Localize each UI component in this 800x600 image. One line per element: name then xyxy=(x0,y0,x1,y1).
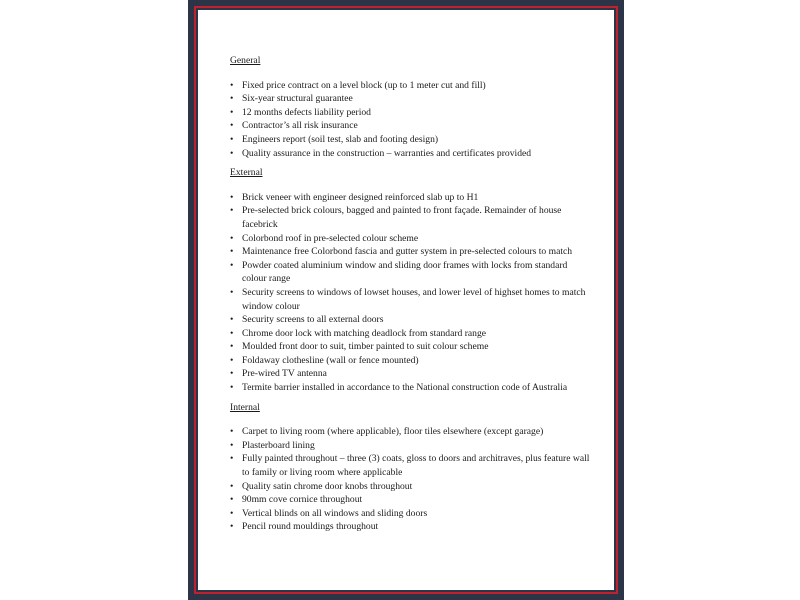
list-item xyxy=(230,232,590,246)
list-item xyxy=(230,425,590,439)
bullet-icon: • xyxy=(230,120,234,132)
list-item-text: Fully painted throughout – three (3) coats, gloss to doors and architraves, plus feature wall to family or living room where applicable xyxy=(242,453,590,479)
document-page xyxy=(198,10,614,590)
list-item xyxy=(230,313,590,327)
list-item xyxy=(230,119,590,133)
bullet-icon: • xyxy=(230,426,234,438)
list-item-text: Carpet to living room (where applicable), floor tiles elsewhere (except garage) xyxy=(242,426,544,438)
list-item-text: Vertical blinds on all windows and sliding doors xyxy=(242,507,428,519)
bullet-icon: • xyxy=(230,354,234,366)
list-item-text: Pre-wired TV antenna xyxy=(242,368,327,380)
section-list-internal xyxy=(230,425,590,534)
list-item-text: Foldaway clothesline (wall or fence mounted) xyxy=(242,354,419,366)
list-item-text: 12 months defects liability period xyxy=(242,106,371,118)
list-item-text: Security screens to windows of lowset houses, and lower level of highset homes to match window colour xyxy=(242,286,586,312)
list-item-text: Quality assurance in the construction – warranties and certificates provided xyxy=(242,147,532,159)
section-heading-general: General xyxy=(230,55,261,66)
list-item-text: Maintenance free Colorbond fascia and gutter system in pre-selected colours to match xyxy=(242,246,573,258)
bullet-icon: • xyxy=(230,439,234,451)
bullet-icon: • xyxy=(230,79,234,91)
list-item xyxy=(230,327,590,341)
section-heading-internal: Internal xyxy=(230,401,260,413)
bullet-icon: • xyxy=(230,93,234,105)
bullet-icon: • xyxy=(230,205,234,217)
list-item-text: Powder coated aluminium window and sliding door frames with locks from standard colour range xyxy=(242,259,568,285)
list-item xyxy=(230,259,590,286)
bullet-icon: • xyxy=(230,106,234,118)
bullet-icon: • xyxy=(230,327,234,339)
list-item xyxy=(230,92,590,106)
section-list-external xyxy=(230,191,590,395)
list-item-text: Pre-selected brick colours, bagged and painted to front façade. Remainder of house facebrick xyxy=(242,205,562,230)
list-item xyxy=(230,147,590,161)
list-item xyxy=(230,340,590,354)
bullet-icon: • xyxy=(230,133,234,145)
list-item-text: Quality satin chrome door knobs throughout xyxy=(242,480,413,492)
bullet-icon: • xyxy=(230,246,234,258)
section-list-general xyxy=(230,79,590,161)
list-item-text: Brick veneer with engineer designed reinforced slab up to H1 xyxy=(242,191,479,203)
list-item-text: Six-year structural guarantee xyxy=(242,93,353,105)
list-item xyxy=(230,79,590,93)
inclusions-list xyxy=(230,54,590,540)
list-item-text: Moulded front door to suit, timber painted to suit colour scheme xyxy=(242,341,489,353)
bullet-icon: • xyxy=(230,453,234,465)
list-item xyxy=(230,133,590,147)
bullet-icon: • xyxy=(230,147,234,159)
bullet-icon: • xyxy=(230,368,234,380)
bullet-icon: • xyxy=(230,259,234,271)
bullet-icon: • xyxy=(230,341,234,353)
list-item-text: Engineers report (soil test, slab and footing design) xyxy=(242,133,439,145)
list-item-text: Termite barrier installed in accordance to the National construction code of Australia xyxy=(242,382,568,394)
bullet-icon: • xyxy=(230,480,234,492)
list-item xyxy=(230,452,590,479)
bullet-icon: • xyxy=(230,232,234,244)
list-item xyxy=(230,367,590,381)
list-item xyxy=(230,520,590,534)
list-item xyxy=(230,245,590,259)
list-item xyxy=(230,493,590,507)
list-item xyxy=(230,381,590,395)
list-item xyxy=(230,286,590,313)
bullet-icon: • xyxy=(230,191,234,203)
bullet-icon: • xyxy=(230,314,234,326)
list-item-text: Chrome door lock with matching deadlock from standard range xyxy=(242,327,487,339)
section-heading-external: External xyxy=(230,167,263,179)
list-item-text: 90mm cove cornice throughout xyxy=(242,494,363,506)
list-item xyxy=(230,439,590,453)
list-item-text: Colorbond roof in pre-selected colour scheme xyxy=(242,232,419,244)
list-item-text: Plasterboard lining xyxy=(242,439,315,451)
list-item xyxy=(230,191,590,205)
bullet-icon: • xyxy=(230,507,234,519)
list-item-text: Contractor’s all risk insurance xyxy=(242,120,358,132)
list-item xyxy=(230,204,590,231)
bullet-icon: • xyxy=(230,494,234,506)
list-item-text: Pencil round mouldings throughout xyxy=(242,521,379,533)
bullet-icon: • xyxy=(230,521,234,533)
list-item-text: Fixed price contract on a level block (up to 1 meter cut and fill) xyxy=(242,79,486,91)
bullet-icon: • xyxy=(230,286,234,298)
list-item xyxy=(230,354,590,368)
bullet-icon: • xyxy=(230,382,234,394)
list-item xyxy=(230,507,590,521)
list-item xyxy=(230,480,590,494)
list-item xyxy=(230,106,590,120)
list-item-text: Security screens to all external doors xyxy=(242,314,384,326)
